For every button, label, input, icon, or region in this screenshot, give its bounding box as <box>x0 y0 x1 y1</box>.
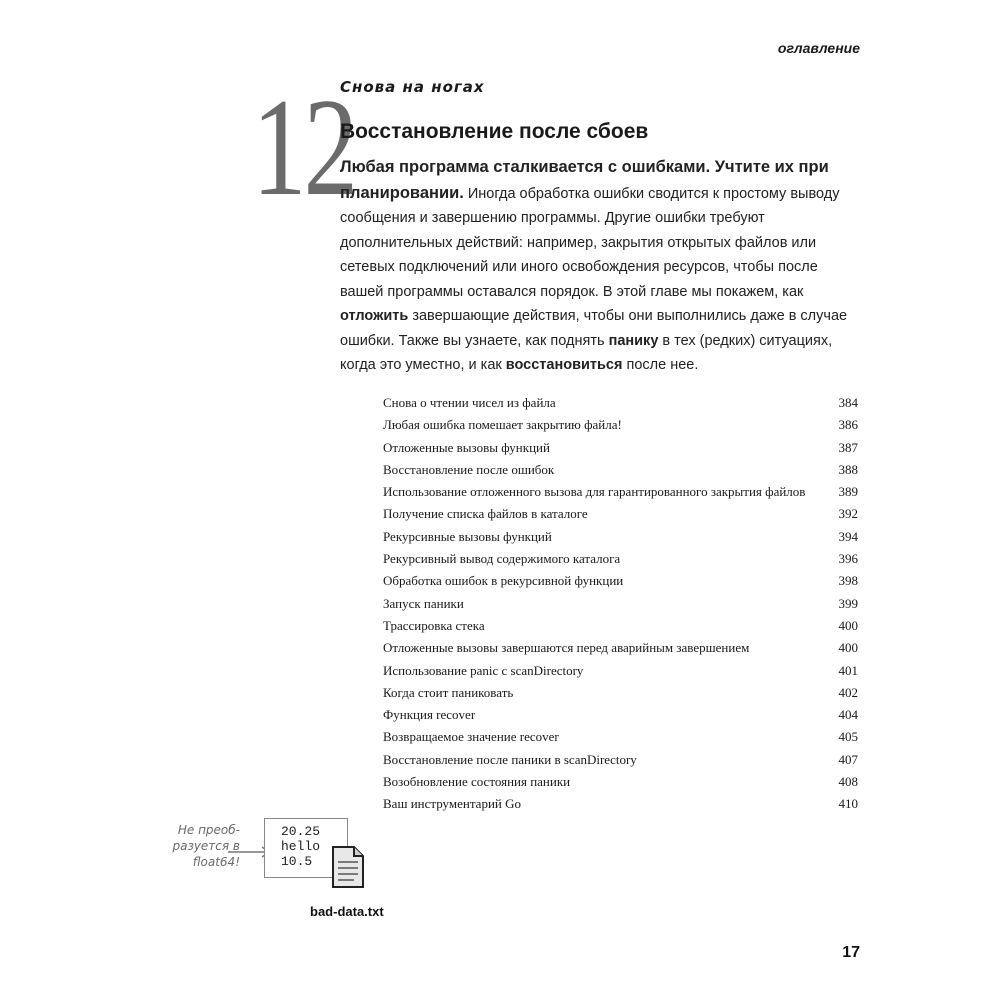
chapter-number: 12 <box>252 70 355 225</box>
toc-entry-page: 396 <box>838 551 858 567</box>
page-number: 17 <box>842 944 860 961</box>
toc-entry-title: Любая ошибка помешает закрытию файла! <box>383 417 622 433</box>
toc-entry-title: Рекурсивный вывод содержимого каталога <box>383 551 621 567</box>
toc-entry-title: Трассировка стека <box>383 617 485 633</box>
toc-entry-title: Запуск паники <box>383 595 464 611</box>
toc-entry-page: 388 <box>838 461 858 477</box>
toc-entry-page: 401 <box>838 662 858 678</box>
intro-text-3: в тех (редких) ситуациях, когда это уместно, и как <box>340 332 833 373</box>
toc-entry-title: Обработка ошибок в рекурсивной функции <box>383 573 624 589</box>
toc-entry-page: 394 <box>838 528 858 544</box>
intro-text-4: после нее. <box>622 357 699 373</box>
toc-entry <box>383 484 858 499</box>
toc-entry <box>383 618 858 633</box>
toc-entry <box>383 752 858 767</box>
toc-entry <box>383 506 858 521</box>
toc-entry-title: Использование отложенного вызова для гарантированного закрытия файлов <box>383 484 806 500</box>
toc-entry-page: 392 <box>838 506 858 522</box>
intro-text-1: Иногда обработка ошибки сводится к простому выводу сообщения и завершению программы. Другие ошибки требуют дополнительных действий: например, закрытия открытых файлов или сетевых подключений или иного освобождения ресурсов, чтобы после вашей программы оставался порядок. В этой главе мы покажем, как <box>340 185 840 300</box>
running-header: оглавление <box>777 40 860 56</box>
toc-entry-title: Снова о чтении чисел из файла <box>383 395 556 410</box>
toc-entry-title: Восстановление после паники в scanDirectory <box>383 751 637 767</box>
toc-entry-page: 389 <box>838 484 858 500</box>
toc-entry <box>383 440 858 455</box>
toc-entry-page: 387 <box>838 439 858 455</box>
intro-bold-panic: панику <box>608 332 659 349</box>
toc-entry <box>383 596 858 611</box>
toc-entry-title: Ваш инструментарий Go <box>383 796 521 812</box>
toc-entry-title: Отложенные вызовы функций <box>383 439 550 455</box>
toc-entry <box>383 774 858 789</box>
toc-entry-page: 408 <box>838 774 858 790</box>
table-of-contents <box>383 395 858 819</box>
toc-entry-title: Возобновление состояния паники <box>383 774 571 790</box>
document-icon <box>330 844 366 890</box>
toc-entry-page: 402 <box>838 684 858 700</box>
toc-entry <box>383 395 858 410</box>
file-line: 10.5 <box>281 854 313 869</box>
toc-entry <box>383 462 858 477</box>
toc-entry-title: Восстановление после ошибок <box>383 461 555 477</box>
toc-entry-page: 386 <box>838 417 858 433</box>
toc-entry <box>383 663 858 678</box>
toc-entry-page: 400 <box>838 617 858 633</box>
toc-entry-title: Получение списка файлов в каталоге <box>383 506 588 522</box>
toc-entry-page: 405 <box>838 729 858 745</box>
toc-entry <box>383 685 858 700</box>
toc-entry-page: 384 <box>838 395 858 410</box>
chapter-intro <box>340 155 865 378</box>
toc-entry-page: 398 <box>838 573 858 589</box>
file-line: hello <box>281 839 321 854</box>
toc-entry <box>383 417 858 432</box>
toc-entry <box>383 796 858 811</box>
intro-text-2: завершающие действия, чтобы они выполнились даже в случае ошибки. Также вы узнаете, как поднять <box>340 308 848 349</box>
chapter-title: Восстановление после сбоев <box>340 120 649 143</box>
toc-entry <box>383 640 858 655</box>
toc-entry-title: Функция recover <box>383 707 476 723</box>
toc-entry-title: Возвращаемое значение recover <box>383 729 559 745</box>
toc-entry-title: Рекурсивные вызовы функций <box>383 528 552 544</box>
toc-entry-page: 399 <box>838 595 858 611</box>
intro-bold-recover: восстановиться <box>505 357 623 373</box>
intro-bold-defer: отложить <box>340 308 409 324</box>
chapter-subtitle: Снова на ногах <box>340 78 485 96</box>
annotation-note: Не преоб-разуется в float64! <box>172 823 240 869</box>
toc-entry <box>383 729 858 744</box>
intro-lead: Любая программа сталкивается с ошибками. Учтите их при планировании. <box>340 158 829 202</box>
toc-entry-page: 404 <box>838 707 858 723</box>
toc-entry-title: Когда стоит паниковать <box>383 684 514 700</box>
file-line: 20.25 <box>281 824 321 839</box>
toc-entry-page: 410 <box>838 796 858 812</box>
toc-entry <box>383 707 858 722</box>
toc-entry <box>383 529 858 544</box>
toc-entry-title: Отложенные вызовы завершаются перед аварийным завершением <box>383 640 750 656</box>
toc-entry-page: 407 <box>838 751 858 767</box>
toc-entry <box>383 551 858 566</box>
toc-entry <box>383 573 858 588</box>
toc-entry-title: Использование panic с scanDirectory <box>383 662 584 678</box>
file-name-label: bad-data.txt <box>310 904 384 919</box>
toc-entry-page: 400 <box>838 640 858 656</box>
